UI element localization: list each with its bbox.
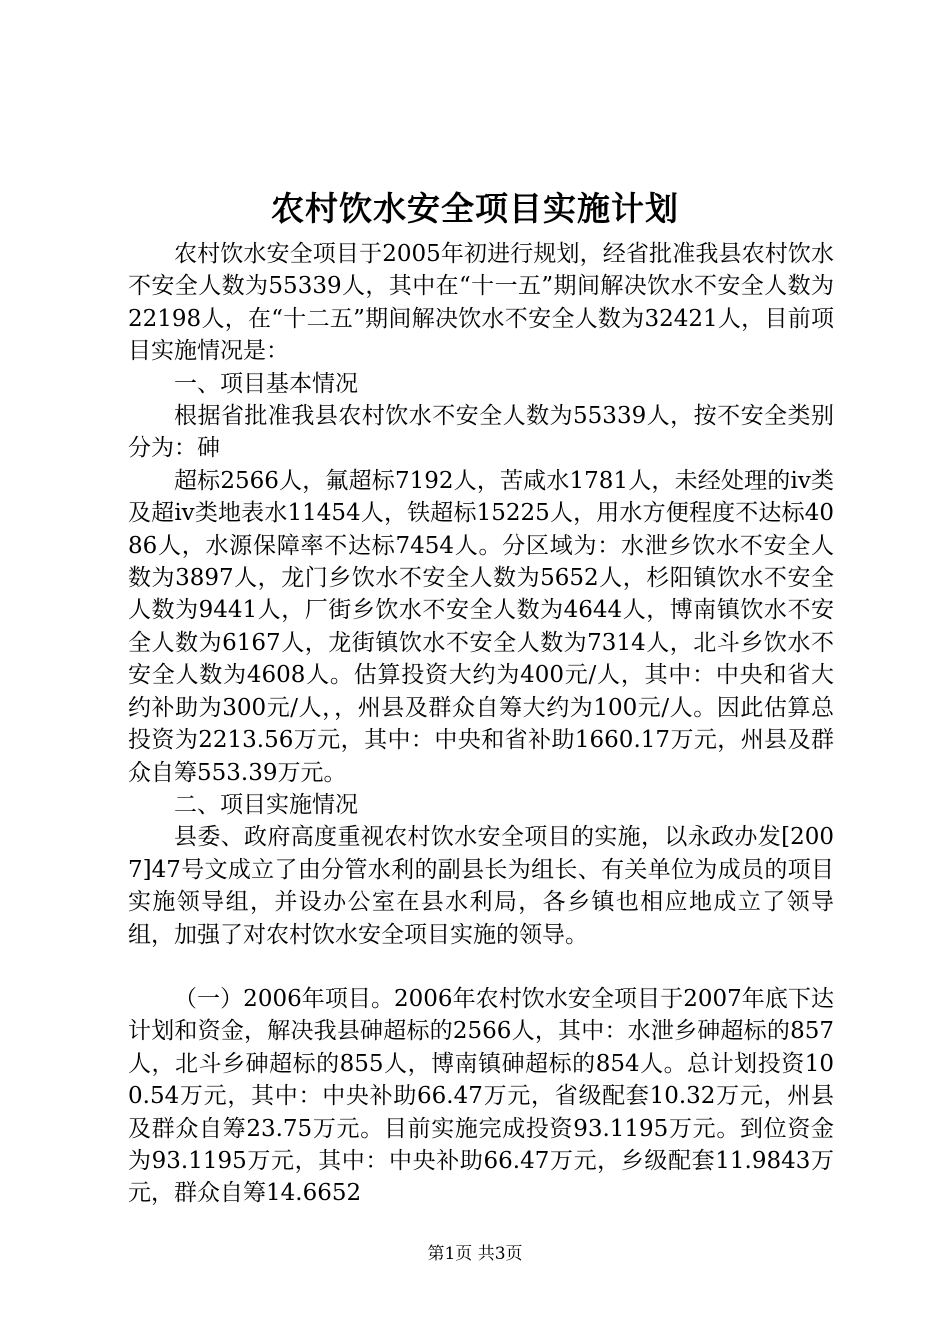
breakdown-paragraph: 超标2566人，氟超标7192人，苦咸水1781人，未经处理的iv类及超iv类地表水11454人，铁超标15225人，用水方便程度不达标4086人，水源保障率不达标7454人。分区域为：水泄乡饮水不安全人数为3897人，龙门乡饮水不安全人数为5652人，杉阳镇饮水不安全人数为9441人，厂街乡饮水不安全人数为4644人，博南镇饮水不安全人数为6167人，龙街镇饮水不安全人数为7314人，北斗乡饮水不安全人数为4608人。估算投资大约为400元/人，其中：中央和省大约补助为300元/人，，州县及群众自筹大约为100元/人。因此估算总投资为2213.56万元，其中：中央和省补助1660.17万元，州县及群众自筹553.39万元。 xyxy=(128,467,834,786)
basic-info-paragraph: 根据省批准我县农村饮水不安全人数为55339人，按不安全类别分为：砷 xyxy=(128,403,834,462)
intro-paragraph: 农村饮水安全项目于2005年初进行规划，经省批准我县农村饮水不安全人数为55339人，其中在“十一五”期间解决饮水不安全人数为22198人，在“十二五”期间解决饮水不安全人数为32421人，目前项目实施情况是： xyxy=(128,241,834,365)
project-2006-paragraph: （一）2006年项目。2006年农村饮水安全项目于2007年底下达计划和资金，解决我县砷超标的2566人，其中：水泄乡砷超标的857人，北斗乡砷超标的855人，博南镇砷超标的854人。总计划投资100.54万元，其中：中央补助66.47万元，省级配套10.32万元，州县及群众自筹23.75万元。目前实施完成投资93.1195万元。到位资金为93.1195万元，其中：中央补助66.47万元，乡级配套11.9843万元，群众自筹14.6652 xyxy=(128,985,834,1207)
page-footer: 第1页 共3页 xyxy=(427,1244,523,1264)
document-body xyxy=(128,238,834,1210)
document-title: 农村饮水安全项目实施计划 xyxy=(271,189,679,228)
section-heading-implementation: 二、项目实施情况 xyxy=(174,791,358,818)
implementation-paragraph: 县委、政府高度重视农村饮水安全项目的实施，以永政办发[2007]47号文成立了由分管水利的副县长为组长、有关单位为成员的项目实施领导组，并设办公室在县水利局，各乡镇也相应地成立了领导组，加强了对农村饮水安全项目实施的领导。 xyxy=(128,824,834,948)
section-heading-basic-info: 一、项目基本情况 xyxy=(174,370,358,397)
